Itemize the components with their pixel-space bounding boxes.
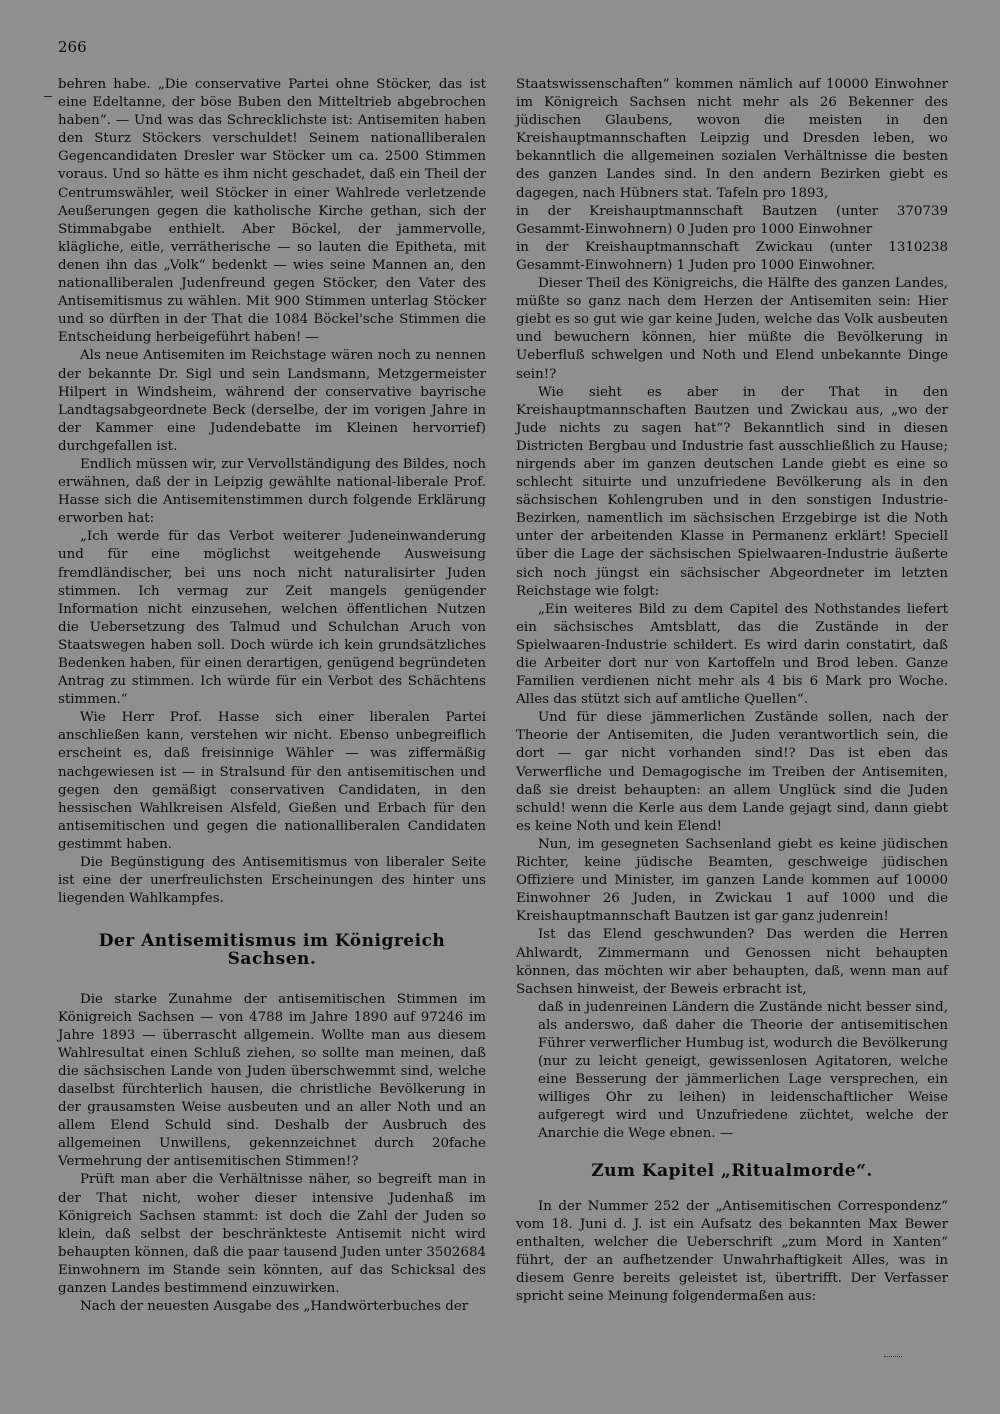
footer-mark [884,1356,902,1357]
paragraph: Nach der neuesten Ausgabe des „Handwörterbuches der [80,1299,469,1315]
paragraph: Prüft man aber die Verhältnisse näher, so begreift man in der That nicht, woher dieser intensive Judenhaß im Königreich Sachsen stammt: ist doch die Zahl der Juden so klein, daß selbst der beschränkteste Antisemit nicht wird behaupten können, daß die paar tausend Juden unter 3502684 Einwohnern im Stande sein könnten, auf das Schicksal des ganzen Landes bestimmend einzuwirken. [58,1172,486,1296]
paragraph: behren habe. „Die conservative Partei ohne Stöcker, das ist eine Edeltanne, der böse Buben den Mitteltrieb abgebrochen haben“. — Und was das Schrecklichste ist: Antisemiten haben den Sturz Stöckers verschuldet! Seinem nationalliberalen Gegencandidaten Dresler war Stöcker um ca. 2500 Stimmen voraus. Und so hätte es ihm nicht geschadet, daß ein Theil der Centrumswähler, weil Stöcker in einer Wahlrede verletzende Aeußerungen gegen die katholische Kirche gethan, sich der Stimmabgabe enthielt. Aber Böckel, der jammervolle, klägliche, eitle, verrätherische — so lauten die Epitheta, mit denen ihn das „Volk“ bedenkt — wies seine Mannen an, den nationalliberalen Judenfreund gegen Stöcker, den Vater des Antisemitismus zu wählen. Mit 900 Stimmen unterlag Stöcker und so dürften in der That die 1084 Böckel'sche Stimmen die Entscheidung herbeigeführt haben! — [58,77,486,346]
paragraph: Die starke Zunahme der antisemitischen Stimmen im Königreich Sachsen — von 4788 im Jahre 1890 auf 97246 im Jahre 1893 — überrascht allgemein. Wollte man aus diesem Wahlresultat einen Schluß ziehen, so sollte man meinen, daß die sächsischen Lande von Juden überschwemmt sind, welche daselbst fürchterlich hausen, die christliche Bevölkerung in der grausamsten Weise ausbeuten und an aller Noth und an allem Elend Schuld sind. Deshalb der Ausbruch des allgemeinen Unwillens, gekennzeichnet durch 20fache Vermehrung der antisemitischen Stimmen!? [58,991,486,1170]
quote-paragraph: „Ich werde für das Verbot weiterer Judeneinwanderung und für eine möglichst weitgehende Ausweisung fremdländischer, bei uns noch nicht naturalisirter Juden stimmen. Ich vermag zur Zeit mangels genügender Information nicht einzusehen, welchen öffentlichen Nutzen die Uebersetzung des Talmud und Schulchan Aruch von Staatswegen haben soll. Doch würde ich kein grundsätzliches Bedenken haben, für einen derartigen, genügend begründeten Antrag zu stimmen. Ich würde für ein Verbot des Schächtens stimmen.“ [58,529,486,708]
paragraph: Als neue Antisemiten im Reichstage wären noch zu nennen der bekannte Dr. Sigl und sein Landsmann, Metzgermeister Hilpert in Windsheim, während der conservative bayrische Landtagsabgeordnete Beck (derselbe, der im vorigen Jahre in der Kammer eine Judendebatte im Kleinen hervorrief) durchgefallen ist. [58,348,486,454]
paragraph: Staatswissenschaften“ kommen nämlich auf 10000 Einwohner im Königreich Sachsen nicht mehr als 26 Bekenner des jüdischen Glaubens, wovon die meisten in den Kreishauptmannschaften Leipzig und Dresden leben, wo bekanntlich die allgemeinen sozialen Verhältnisse die besten des ganzen Landes sind. In den andern Bezirken giebt es dagegen, nach Hübners stat. Tafeln pro 1893, [516,77,948,201]
left-column [58,76,486,1316]
statistic-line: in der Kreishauptmannschaft Zwickau (unter 1310238 Gesammt-Einwohnern) 1 Juden pro 1000 Einwohner. [516,239,948,273]
indented-paragraph: daß in judenreinen Ländern die Zustände nicht besser sind, als anderswo, daß daher die Theorie der antisemitischen Führer verwerflicher Humbug ist, wodurch die Bevölkerung (nur zu leicht geneigt, gewissenlosen Agitatoren, welche eine Besserung der jämmerlichen Lage versprechen, ein williges Ohr zu leihen) in leidenschaftlicher Weise aufgeregt wird und Unzufriedene züchtet, welche der Anarchie die Wege ebnen. — [538,999,948,1142]
paragraph: Endlich müssen wir, zur Vervollständigung des Bildes, noch erwähnen, daß der in Leipzig gewählte national-liberale Prof. Hasse sich die Antisemitenstimmen durch folgende Erklärung erworben hat: [58,456,486,527]
right-column [516,76,948,1306]
paragraph: Nun, im gesegneten Sachsenland giebt es keine jüdischen Richter, keine jüdische Beamten, geschweige jüdischen Offiziere und Minister, im ganzen Lande kommen auf 10000 Einwohner 26 Juden, in Zwickau 1 auf 1000 und die Kreishauptmannschaft Bautzen ist gar ganz judenrein! [516,836,948,925]
statistic-line: in der Kreishauptmannschaft Bautzen (unter 370739 Gesammt-Einwohnern) 0 Juden pro 1000 Einwohner [516,203,948,237]
paragraph: Wie Herr Prof. Hasse sich einer liberalen Partei anschließen kann, verstehen wir nicht. Ebenso unbegreiflich erscheint es, daß freisinnige Wähler — was ziffermäßig nachgewiesen ist — in Stralsund für den antisemitischen und gegen den gemäßigt conservativen Candidaten, in den hessischen Wahlkreisen Alsfeld, Gießen und Erbach für den antisemitischen und gegen die nationalliberalen Candidaten gestimmt haben. [58,710,486,852]
page-number: 266 [58,38,87,56]
section-heading: Der Antisemitismus im Königreich Sachsen. [98,931,446,970]
paragraph: Ist das Elend geschwunden? Das werden die Herren Ahlwardt, Zimmermann und Genossen nicht behaupten können, das möchten wir aber behaupten, daß, wenn man auf Sachsen hinweist, der Beweis erbracht ist, [516,927,948,997]
quote-paragraph: „Ein weiteres Bild zu dem Capitel des Nothstandes liefert ein sächsisches Amtsblatt, das die Zustände in der Spielwaaren-Industrie schildert. Es wird darin constatirt, daß die Arbeiter dort nur von Kartoffeln und Brod leben. Ganze Familien verdienen nicht mehr als 4 bis 6 Mark pro Woche. Alles das stützt sich auf amtliche Quellen“. [516,601,948,708]
margin-mark [44,96,52,97]
section-heading: Zum Kapitel „Ritualmorde“. [591,1160,873,1181]
paragraph: In der Nummer 252 der „Antisemitischen Correspondenz“ vom 18. Juni d. J. ist ein Aufsatz des bekannten Max Bewer enthalten, welcher die Ueberschrift „zum Mord in Xanten“ führt, der an aufhetzender Unwahrhaftigkeit Alles, was in diesem Genre bereits geleistet ist, übertrifft. Der Verfasser spricht seine Meinung folgendermaßen aus: [516,1198,948,1305]
paragraph: Und für diese jämmerlichen Zustände sollen, nach der Theorie der Antisemiten, die Juden verantwortlich sein, die dort — gar nicht vorhanden sind!? Das ist eben das Verwerfliche und Demagogische im Treiben der Antisemiten, daß sie dreist behaupten: an allem Unglück sind die Juden schuld! wenn die Kerle aus dem Lande gejagt sind, dann giebt es keine Noth und kein Elend! [516,710,948,834]
paragraph: Wie sieht es aber in der That in den Kreishauptmannschaften Bautzen und Zwickau aus, „wo der Jude nichts zu sagen hat“? Bekanntlich sind in diesen Districten Bergbau und Industrie fast ausschließlich zu Hause; nirgends aber im ganzen deutschen Lande giebt es eine so schlecht situirte und unzufriedene Bevölkerung als in den sächsischen Kohlengruben und in den sonstigen Industrie-Bezirken, namentlich im sächsischen Erzgebirge ist die Noth unter der arbeitenden Klasse in Permanenz erklärt! Speciell über die Lage der sächsischen Spielwaaren-Industrie äußerte sich noch jüngst ein sächsischer Abgeordneter im letzten Reichstage wie folgt: [516,384,948,599]
paragraph: Dieser Theil des Königreichs, die Hälfte des ganzen Landes, müßte so ganz nach dem Herzen der Antisemiten sein: Hier giebt es so gut wie gar keine Juden, welche das Volk ausbeuten und bewuchern können, hier müßte die Bevölkerung in Ueberfluß schwelgen und Noth und Elend unbekannte Dinge sein!? [516,276,948,382]
paragraph: Die Begünstigung des Antisemitismus von liberaler Seite ist eine der unerfreulichsten Erscheinungen des hinter uns liegenden Wahlkampfes. [58,855,486,907]
